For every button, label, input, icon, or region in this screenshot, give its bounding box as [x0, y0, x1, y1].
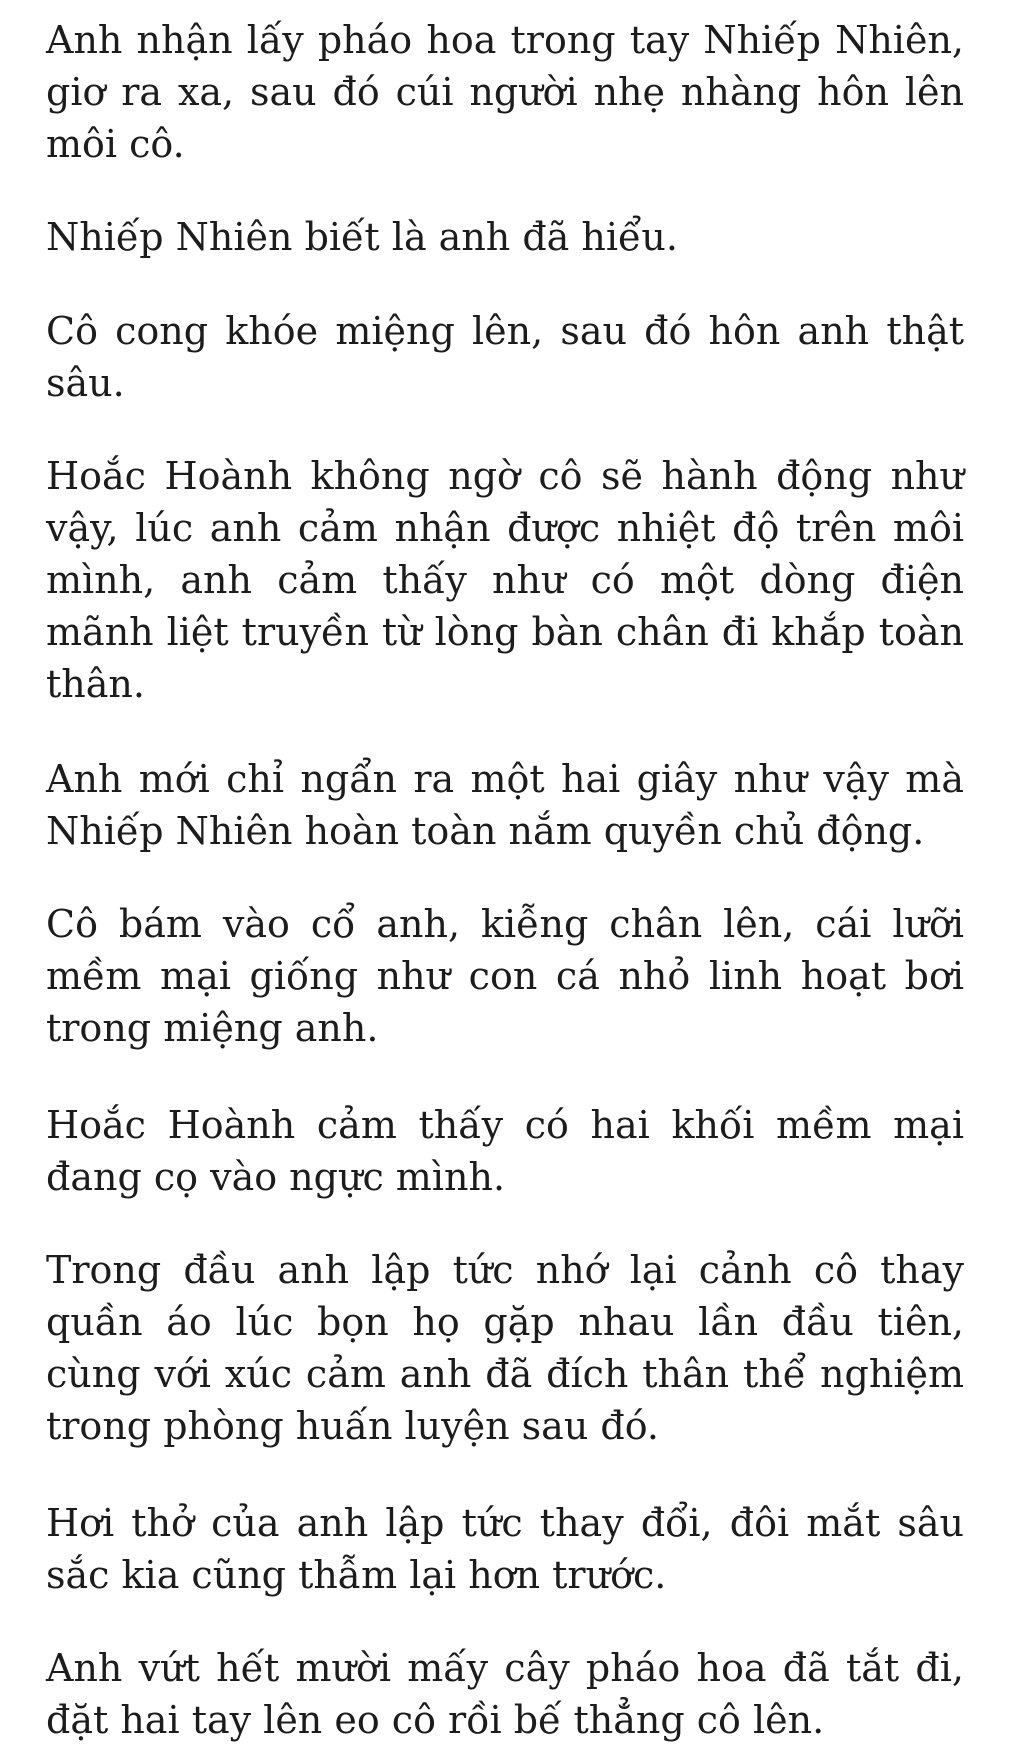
- paragraph-8: Trong đầu anh lập tức nhớ lại cảnh cô thay quần áo lúc bọn họ gặp nhau lần đầu tiên, cùng với xúc cảm anh đã đích thân thể nghiệm trong phòng huấn luyện sau đó.: [46, 1248, 964, 1448]
- paragraph-3: Cô cong khóe miệng lên, sau đó hôn anh thật sâu.: [46, 309, 964, 405]
- paragraph-7: Hoắc Hoành cảm thấy có hai khối mềm mại đang cọ vào ngực mình.: [46, 1103, 964, 1199]
- paragraph-2: Nhiếp Nhiên biết là anh đã hiểu.: [46, 215, 678, 259]
- paragraph-10: Anh vứt hết mười mấy cây pháo hoa đã tắt đi, đặt hai tay lên eo cô rồi bế thẳng cô lên.: [46, 1646, 964, 1742]
- paragraph-6: Cô bám vào cổ anh, kiễng chân lên, cái lưỡi mềm mại giống như con cá nhỏ linh hoạt bơi trong miệng anh.: [46, 902, 964, 1050]
- paragraph-9: Hơi thở của anh lập tức thay đổi, đôi mắt sâu sắc kia cũng thẫm lại hơn trước.: [46, 1501, 964, 1597]
- paragraph-4: Hoắc Hoành không ngờ cô sẽ hành động như vậy, lúc anh cảm nhận được nhiệt độ trên môi mình, anh cảm thấy như có một dòng điện mãnh liệt truyền từ lòng bàn chân đi khắp toàn thân.: [46, 454, 964, 706]
- paragraph-5: Anh mới chỉ ngẩn ra một hai giây như vậy mà Nhiếp Nhiên hoàn toàn nắm quyền chủ động.: [46, 757, 964, 853]
- paragraph-1: Anh nhận lấy pháo hoa trong tay Nhiếp Nhiên, giơ ra xa, sau đó cúi người nhẹ nhàng hôn lên môi cô.: [46, 18, 964, 166]
